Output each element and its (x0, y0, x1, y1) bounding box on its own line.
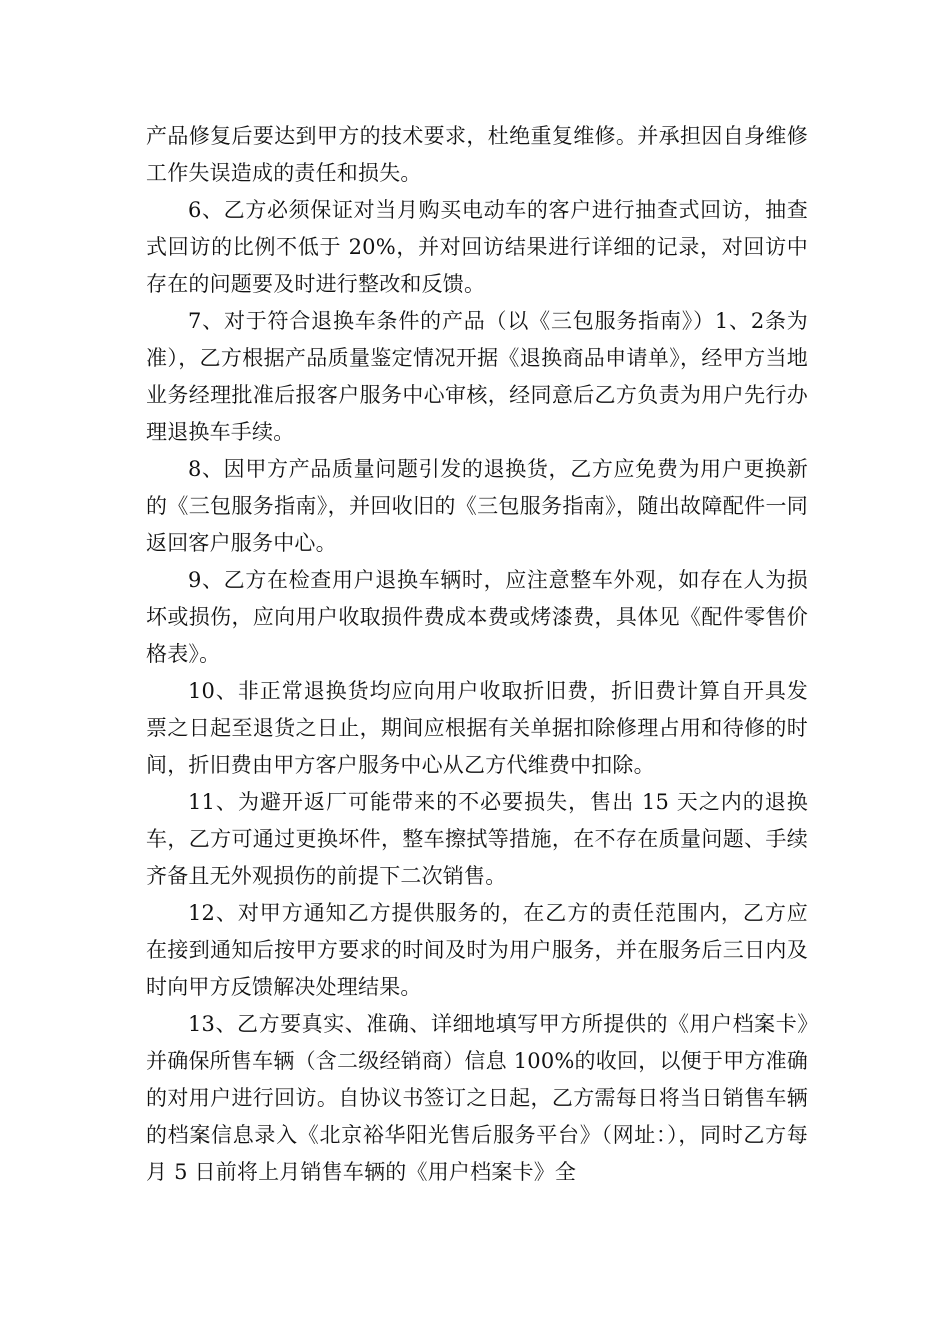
paragraph-item-11: 11、为避开返厂可能带来的不必要损失，售出 15 天之内的退换车，乙方可通过更换坏件，整车擦拭等措施，在不存在质量问题、手续齐备且无外观损伤的前提下二次销售。 (146, 790, 808, 888)
paragraph-item-8: 8、因甲方产品质量问题引发的退换货，乙方应免费为用户更换新的《三包服务指南》，并回收旧的《三包服务指南》，随出故障配件一同返回客户服务中心。 (146, 457, 808, 555)
paragraph-item-7: 7、对于符合退换车条件的产品（以《三包服务指南》）1、2条为准），乙方根据产品质量鉴定情况开据《退换商品申请单》，经甲方当地业务经理批准后报客户服务中心审核，经同意后乙方负责为用户先行办理退换车手续。 (146, 309, 808, 444)
paragraph-item-10: 10、非正常退换货均应向用户收取折旧费，折旧费计算自开具发票之日起至退货之日止，期间应根据有关单据扣除修理占用和待修的时间，折旧费由甲方客户服务中心从乙方代维费中扣除。 (146, 679, 808, 777)
paragraph-item-12: 12、对甲方通知乙方提供服务的，在乙方的责任范围内，乙方应在接到通知后按甲方要求的时间及时为用户服务，并在服务后三日内及时向甲方反馈解决处理结果。 (146, 901, 808, 999)
document-body (146, 118, 808, 1191)
paragraph-item-6: 6、乙方必须保证对当月购买电动车的客户进行抽查式回访，抽查式回访的比例不低于 20%，并对回访结果进行详细的记录，对回访中存在的问题要及时进行整改和反馈。 (146, 198, 808, 296)
paragraph-continuation: 产品修复后要达到甲方的技术要求，杜绝重复维修。并承担因自身维修工作失误造成的责任和损失。 (146, 124, 808, 185)
paragraph-item-9: 9、乙方在检查用户退换车辆时，应注意整车外观，如存在人为损坏或损伤，应向用户收取损件费成本费或烤漆费，具体见《配件零售价格表》。 (146, 568, 808, 666)
paragraph-item-13: 13、乙方要真实、准确、详细地填写甲方所提供的《用户档案卡》并确保所售车辆（含二级经销商）信息 100%的收回，以便于甲方准确的对用户进行回访。自协议书签订之日起，乙方需每日将当日销售车辆的档案信息录入《北京裕华阳光售后服务平台》（网址：），同时乙方每月 5 日前将上月销售车辆的《用户档案卡》全 (146, 1012, 808, 1184)
